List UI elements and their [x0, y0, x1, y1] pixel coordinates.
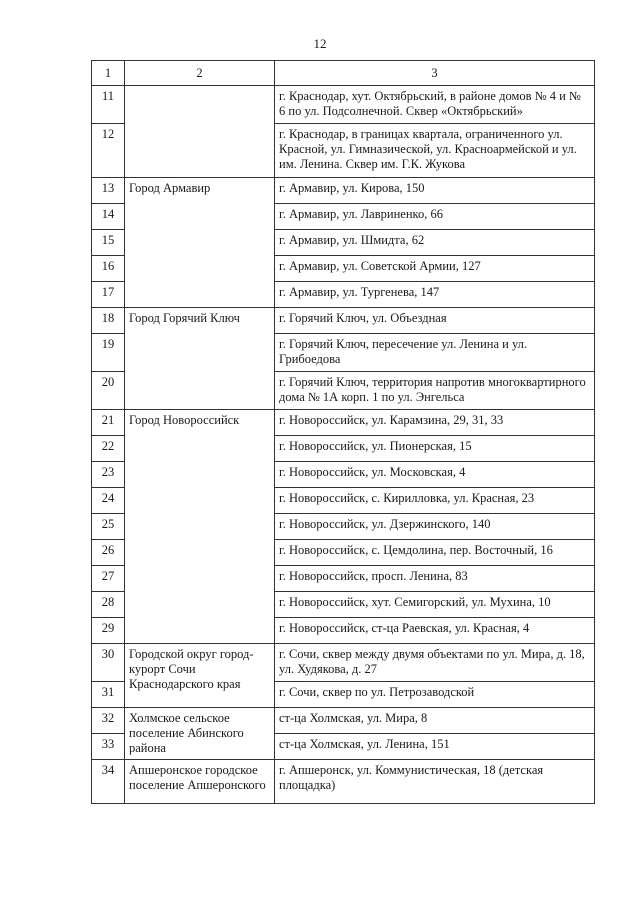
table-row [92, 86, 595, 124]
municipality-cell [125, 86, 275, 178]
row-number: 20 [92, 372, 125, 410]
row-number: 22 [92, 436, 125, 462]
row-number: 14 [92, 204, 125, 230]
table-row [92, 410, 595, 436]
address-cell: ст-ца Холмская, ул. Ленина, 151 [275, 734, 595, 760]
municipality-cell: Городской округ город-курорт Сочи Краснодарского края [125, 644, 275, 708]
address-cell: г. Сочи, сквер по ул. Петрозаводской [275, 682, 595, 708]
address-cell: г. Армавир, ул. Кирова, 150 [275, 178, 595, 204]
table-row [92, 708, 595, 734]
address-cell: г. Новороссийск, с. Цемдолина, пер. Восточный, 16 [275, 540, 595, 566]
address-cell: г. Горячий Ключ, пересечение ул. Ленина и ул. Грибоедова [275, 334, 595, 372]
table-row [92, 760, 595, 804]
document-table [91, 60, 595, 804]
row-number: 12 [92, 124, 125, 178]
row-number: 33 [92, 734, 125, 760]
address-cell: г. Армавир, ул. Шмидта, 62 [275, 230, 595, 256]
address-cell: г. Новороссийск, ул. Пионерская, 15 [275, 436, 595, 462]
address-cell: г. Краснодар, хут. Октябрьский, в районе домов № 4 и № 6 по ул. Подсолнечной. Сквер «Октябрьский» [275, 86, 595, 124]
address-cell: г. Новороссийск, ул. Карамзина, 29, 31, 33 [275, 410, 595, 436]
row-number: 24 [92, 488, 125, 514]
header-cell-3: 3 [275, 61, 595, 86]
address-cell: г. Краснодар, в границах квартала, ограниченного ул. Красной, ул. Гимназической, ул. Красноармейской и ул. им. Ленина. Сквер им. Г.К. Жукова [275, 124, 595, 178]
row-number: 25 [92, 514, 125, 540]
row-number: 28 [92, 592, 125, 618]
row-number: 31 [92, 682, 125, 708]
row-number: 18 [92, 308, 125, 334]
row-number: 15 [92, 230, 125, 256]
row-number: 21 [92, 410, 125, 436]
row-number: 29 [92, 618, 125, 644]
municipality-cell: Холмское сельское поселение Абинского района [125, 708, 275, 760]
row-number: 11 [92, 86, 125, 124]
municipality-cell: Город Новороссийск [125, 410, 275, 644]
page-number: 12 [313, 36, 327, 51]
row-number: 32 [92, 708, 125, 734]
address-cell: г. Новороссийск, ст-ца Раевская, ул. Красная, 4 [275, 618, 595, 644]
municipality-cell: Город Горячий Ключ [125, 308, 275, 410]
header-cell-1: 1 [92, 61, 125, 86]
address-cell: г. Новороссийск, с. Кирилловка, ул. Красная, 23 [275, 488, 595, 514]
address-cell: г. Новороссийск, хут. Семигорский, ул. Мухина, 10 [275, 592, 595, 618]
address-cell: г. Горячий Ключ, территория напротив многоквартирного дома № 1А корп. 1 по ул. Энгельса [275, 372, 595, 410]
address-cell: г. Армавир, ул. Лавриненко, 66 [275, 204, 595, 230]
table-row [92, 178, 595, 204]
row-number: 27 [92, 566, 125, 592]
address-cell: г. Армавир, ул. Советской Армии, 127 [275, 256, 595, 282]
address-cell: г. Новороссийск, ул. Дзержинского, 140 [275, 514, 595, 540]
row-number: 17 [92, 282, 125, 308]
address-cell: г. Новороссийск, ул. Московская, 4 [275, 462, 595, 488]
address-cell: г. Сочи, сквер между двумя объектами по ул. Мира, д. 18, ул. Худякова, д. 27 [275, 644, 595, 682]
row-number: 16 [92, 256, 125, 282]
address-cell: г. Апшеронск, ул. Коммунистическая, 18 (детская площадка) [275, 760, 595, 804]
table-row [92, 308, 595, 334]
row-number: 13 [92, 178, 125, 204]
municipality-cell: Город Армавир [125, 178, 275, 308]
address-cell: ст-ца Холмская, ул. Мира, 8 [275, 708, 595, 734]
address-cell: г. Новороссийск, просп. Ленина, 83 [275, 566, 595, 592]
address-cell: г. Армавир, ул. Тургенева, 147 [275, 282, 595, 308]
row-number: 26 [92, 540, 125, 566]
row-number: 23 [92, 462, 125, 488]
row-number: 34 [92, 760, 125, 804]
row-number: 30 [92, 644, 125, 682]
table-row [92, 644, 595, 682]
municipality-cell: Апшеронское городское поселение Апшеронского [125, 760, 275, 804]
header-cell-2: 2 [125, 61, 275, 86]
row-number: 19 [92, 334, 125, 372]
address-cell: г. Горячий Ключ, ул. Объездная [275, 308, 595, 334]
table-header-row [92, 61, 595, 86]
